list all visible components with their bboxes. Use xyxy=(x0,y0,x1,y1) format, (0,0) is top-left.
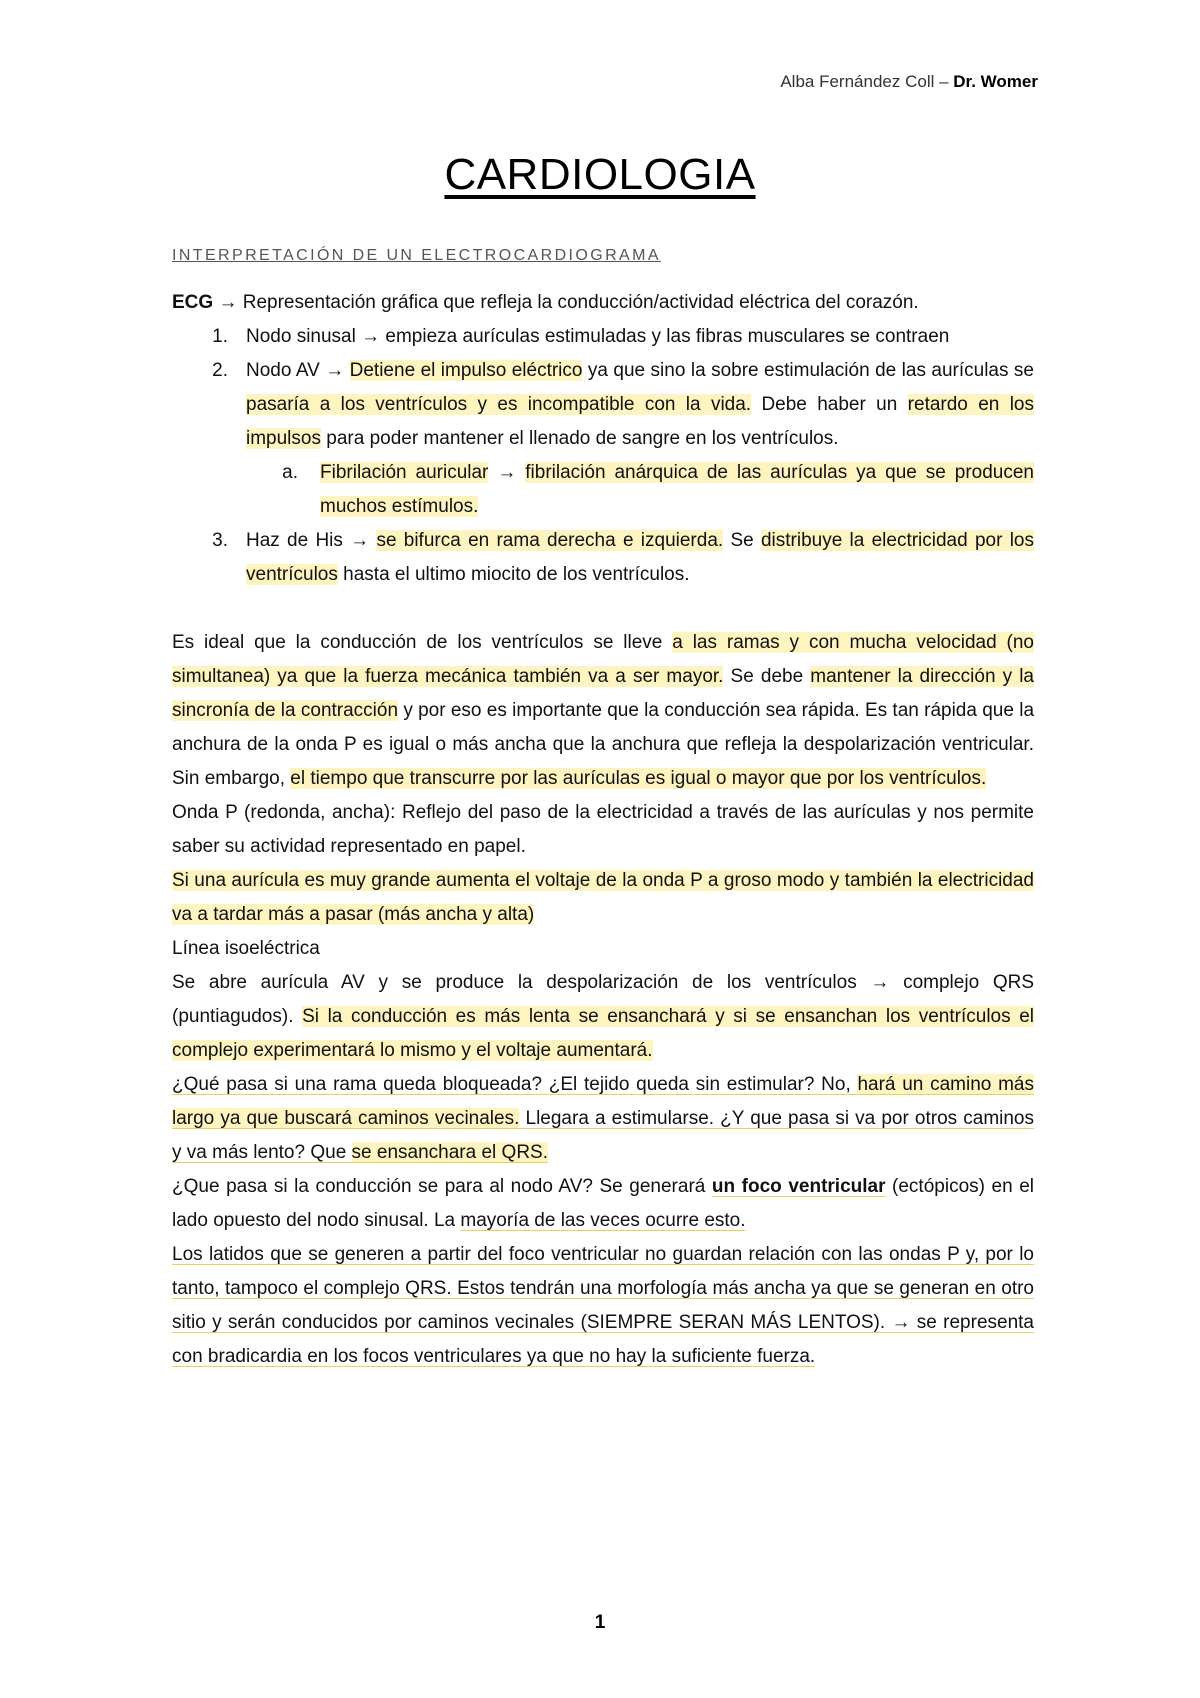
section-heading: INTERPRETACIÓN DE UN ELECTROCARDIOGRAMA xyxy=(172,247,661,264)
paragraph-onda-p: Onda P (redonda, ancha): Reflejo del paso de la electricidad a través de las aurículas y nos permite saber su actividad representado en papel. xyxy=(172,802,1034,857)
paragraph-qrs: Se abre aurícula AV y se produce la despolarización de los ventrículos → complejo QRS (puntiagudos). Si la conducción es más lenta se ensanchará y si se ensanchan los ventrículos el complejo experimentará lo mismo y el voltaje aumentará. xyxy=(172,972,1034,1061)
page-header xyxy=(780,72,1038,92)
paragraph-auricula: Si una aurícula es muy grande aumenta el voltaje de la onda P a groso modo y también la electricidad va a tardar más a pasar (más ancha y alta) xyxy=(172,870,1034,925)
paragraph-nodo-av: ¿Que pasa si la conducción se para al nodo AV? Se generará un foco ventricular (ectópicos) en el lado opuesto del nodo sinusal. La mayoría de las veces ocurre esto. xyxy=(172,1176,1034,1231)
ecg-definition: ECG → Representación gráfica que refleja la conducción/actividad eléctrica del corazón. xyxy=(172,292,919,313)
list-item-1: 1. Nodo sinusal → empieza aurículas estimuladas y las fibras musculares se contraen xyxy=(212,326,950,347)
document-body xyxy=(172,286,1034,1374)
page-number: 1 xyxy=(594,1612,606,1633)
ecg-label: ECG xyxy=(172,292,214,313)
header-author: Alba Fernández Coll – xyxy=(780,72,954,91)
list-item-2a: a. Fibrilación auricular → fibrilación anárquica de las aurículas ya que se producen muchos estímulos. xyxy=(282,462,1034,517)
paragraph-conduction: Es ideal que la conducción de los ventrículos se lleve a las ramas y con mucha velocidad (no simultanea) ya que la fuerza mecánica también va a ser mayor. Se debe mantener la dirección y la sincronía de la contracción y por eso es importante que la conducción sea rápida. Es tan rápida que la anchura de la onda P es igual o más ancha que la anchura que refleja la despolarización ventricular. Sin embargo, el tiempo que transcurre por las aurículas es igual o mayor que por los ventrículos. xyxy=(172,632,1035,789)
list-item-3: 3. Haz de His → se bifurca en rama derecha e izquierda. Se distribuye la electricidad por los ventrículos hasta el ultimo miocito de los ventrículos. xyxy=(212,530,1034,585)
list-item-2: 2. Nodo AV → Detiene el impulso eléctrico ya que sino la sobre estimulación de las aurículas se pasaría a los ventrículos y es incompatible con la vida. Debe haber un retardo en los impulsos para poder mantener el llenado de sangre en los ventrículos. xyxy=(212,360,1035,449)
header-teacher: Dr. Womer xyxy=(953,72,1038,91)
paragraph-latidos: Los latidos que se generen a partir del foco ventricular no guardan relación con las ondas P y, por lo tanto, tampoco el complejo QRS. Estos tendrán una morfología más ancha ya que se generan en otro sitio y serán conducidos por caminos vecinales (SIEMPRE SERAN MÁS LENTOS). → se representa con bradicardia en los focos ventriculares ya que no hay la suficiente fuerza. xyxy=(172,1244,1034,1367)
paragraph-isoelectrica: Línea isoeléctrica xyxy=(172,938,320,959)
page-title: CARDIOLOGIA xyxy=(444,150,756,199)
paragraph-rama-bloqueada: ¿Qué pasa si una rama queda bloqueada? ¿El tejido queda sin estimular? No, hará un camino más largo ya que buscará caminos vecinales. Llegara a estimularse. ¿Y que pasa si va por otros caminos y va más lento? Que se ensanchara el QRS. xyxy=(172,1074,1035,1163)
